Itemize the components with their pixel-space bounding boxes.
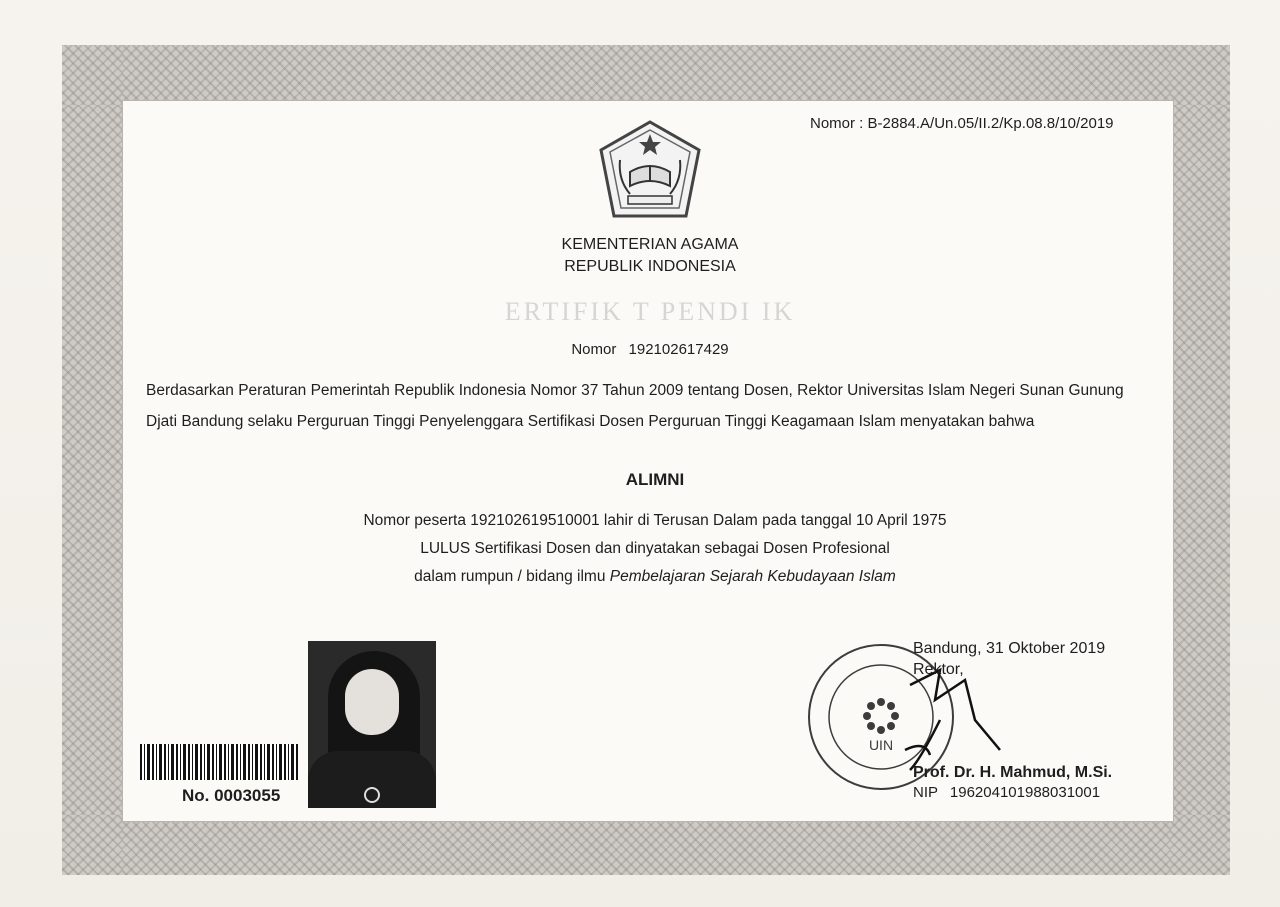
certificate-number-label: Nomor xyxy=(571,341,617,358)
barcode xyxy=(140,744,298,780)
certification-statement: LULUS Sertifikasi Dosen dan dinyatakan sebagai Dosen Profesional xyxy=(420,540,890,557)
nip-label: NIP xyxy=(913,784,938,801)
body-paragraph: Berdasarkan Peraturan Pemerintah Republik Indonesia Nomor 37 Tahun 2009 tentang Dosen, Rektor Universitas Islam Negeri Sunan Gunung Djati Bandung selaku Perguruan Tinggi Penyelenggara Sertifikasi Dosen Perguruan Tinggi Keagamaan Islam menyatakan bahwa xyxy=(146,382,1124,430)
certificate-number xyxy=(500,341,800,358)
signer-nip xyxy=(913,784,1100,801)
serial-number: No. 0003055 xyxy=(182,786,281,805)
place-and-date: Bandung, 31 Oktober 2019 xyxy=(913,640,1106,657)
recipient-name: ALIMNI xyxy=(625,470,685,489)
signer-name: Prof. Dr. H. Mahmud, M.Si. xyxy=(913,764,1113,781)
ministry-name xyxy=(480,234,820,278)
certificate-number-value: 192102617429 xyxy=(628,341,729,358)
ministry-line-1: KEMENTERIAN AGAMA xyxy=(561,236,739,253)
recipient-photo xyxy=(308,641,436,808)
document-number-top: Nomor : B-2884.A/Un.05/II.2/Kp.08.8/10/2019 xyxy=(810,115,1114,132)
field-of-study-prefix: dalam rumpun / bidang ilmu xyxy=(414,568,610,585)
nip-value: 196204101988031001 xyxy=(949,784,1101,801)
participant-details: Nomor peserta 192102619510001 lahir di Terusan Dalam pada tanggal 10 April 1975 xyxy=(363,512,947,529)
ministry-line-2: REPUBLIK INDONESIA xyxy=(564,258,736,275)
ministry-emblem-icon xyxy=(598,120,702,218)
field-of-study-line xyxy=(305,568,1005,586)
svg-text:UIN: UIN xyxy=(868,737,894,753)
signer-title: Rektor, xyxy=(913,661,964,678)
certificate-title: ERTIFIK T PENDI IK xyxy=(504,297,796,326)
field-of-study-value: Pembelajaran Sejarah Kebudayaan Islam xyxy=(609,568,896,585)
